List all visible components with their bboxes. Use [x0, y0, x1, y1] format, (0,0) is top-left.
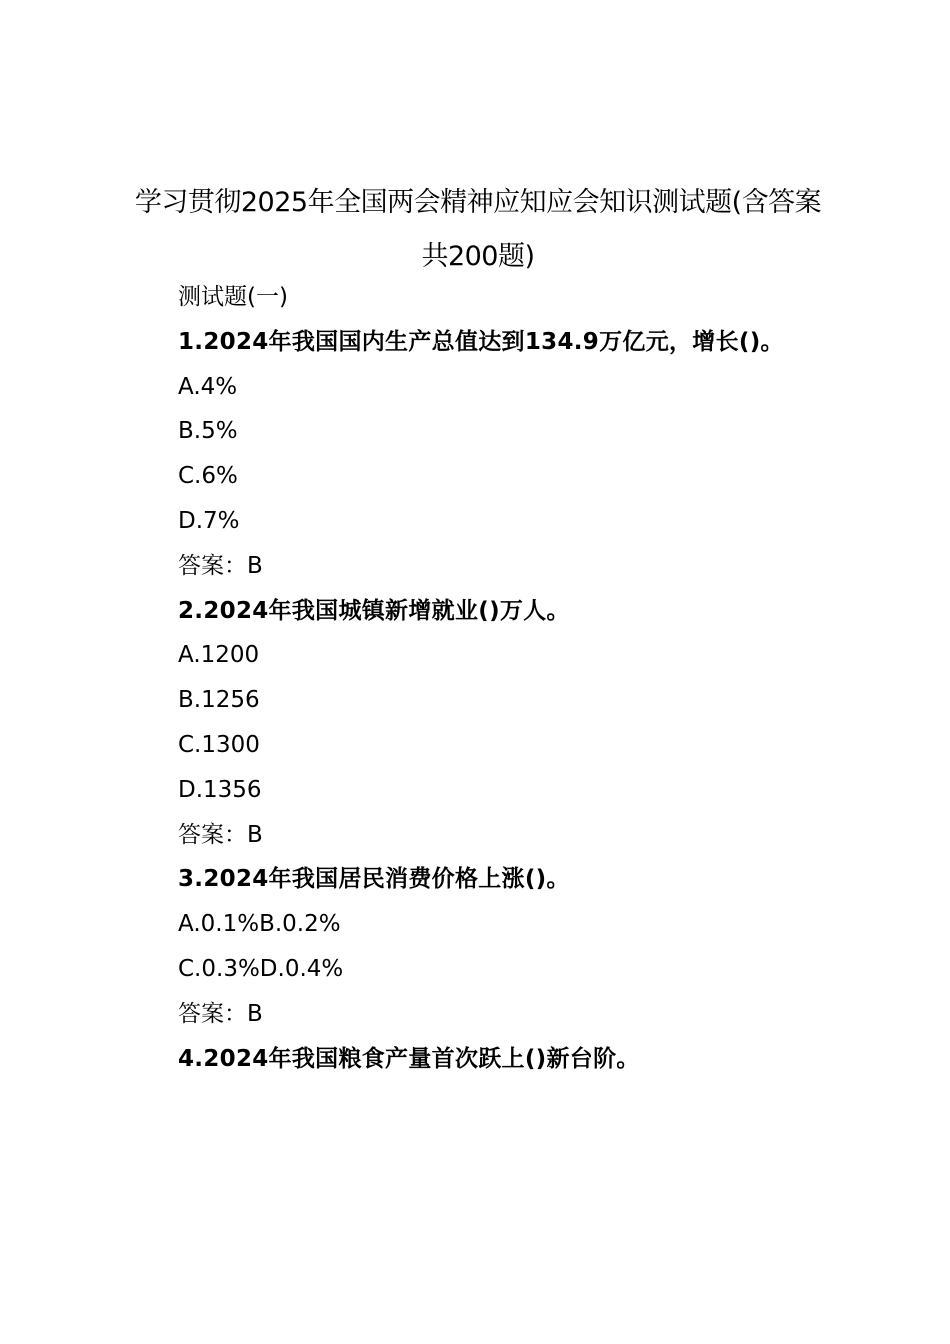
section-heading: 测试题(一): [178, 284, 288, 310]
question-1-option-b: B.5%: [178, 418, 238, 445]
question-2-answer: 答案：B: [178, 821, 263, 848]
question-2-option-b: B.1256: [178, 687, 260, 714]
question-3-answer: 答案：B: [178, 1000, 263, 1027]
question-2: 2.2024年我国城镇新增就业()万人。: [178, 597, 570, 624]
question-3-options-cd: C.0.3%D.0.4%: [178, 955, 344, 982]
question-1-option-c: C.6%: [178, 463, 238, 490]
question-1-option-d: D.7%: [178, 507, 240, 534]
document-title: 学习贯彻2025年全国两会精神应知应会知识测试题(含答案共200题): [134, 187, 822, 272]
question-4: 4.2024年我国粮食产量首次跃上()新台阶。: [178, 1045, 640, 1072]
question-2-option-a: A.1200: [178, 642, 260, 669]
question-3-options-ab: A.0.1%B.0.2%: [178, 911, 341, 938]
question-1-option-a: A.4%: [178, 373, 238, 400]
question-2-option-d: D.1356: [178, 776, 262, 803]
question-1: 1.2024年我国国内生产总值达到134.9万亿元，增长()。: [178, 328, 784, 355]
question-2-option-c: C.1300: [178, 731, 260, 758]
document-body: [128, 275, 828, 1081]
question-1-answer: 答案：B: [178, 552, 263, 579]
question-3: 3.2024年我国居民消费价格上涨()。: [178, 866, 570, 893]
